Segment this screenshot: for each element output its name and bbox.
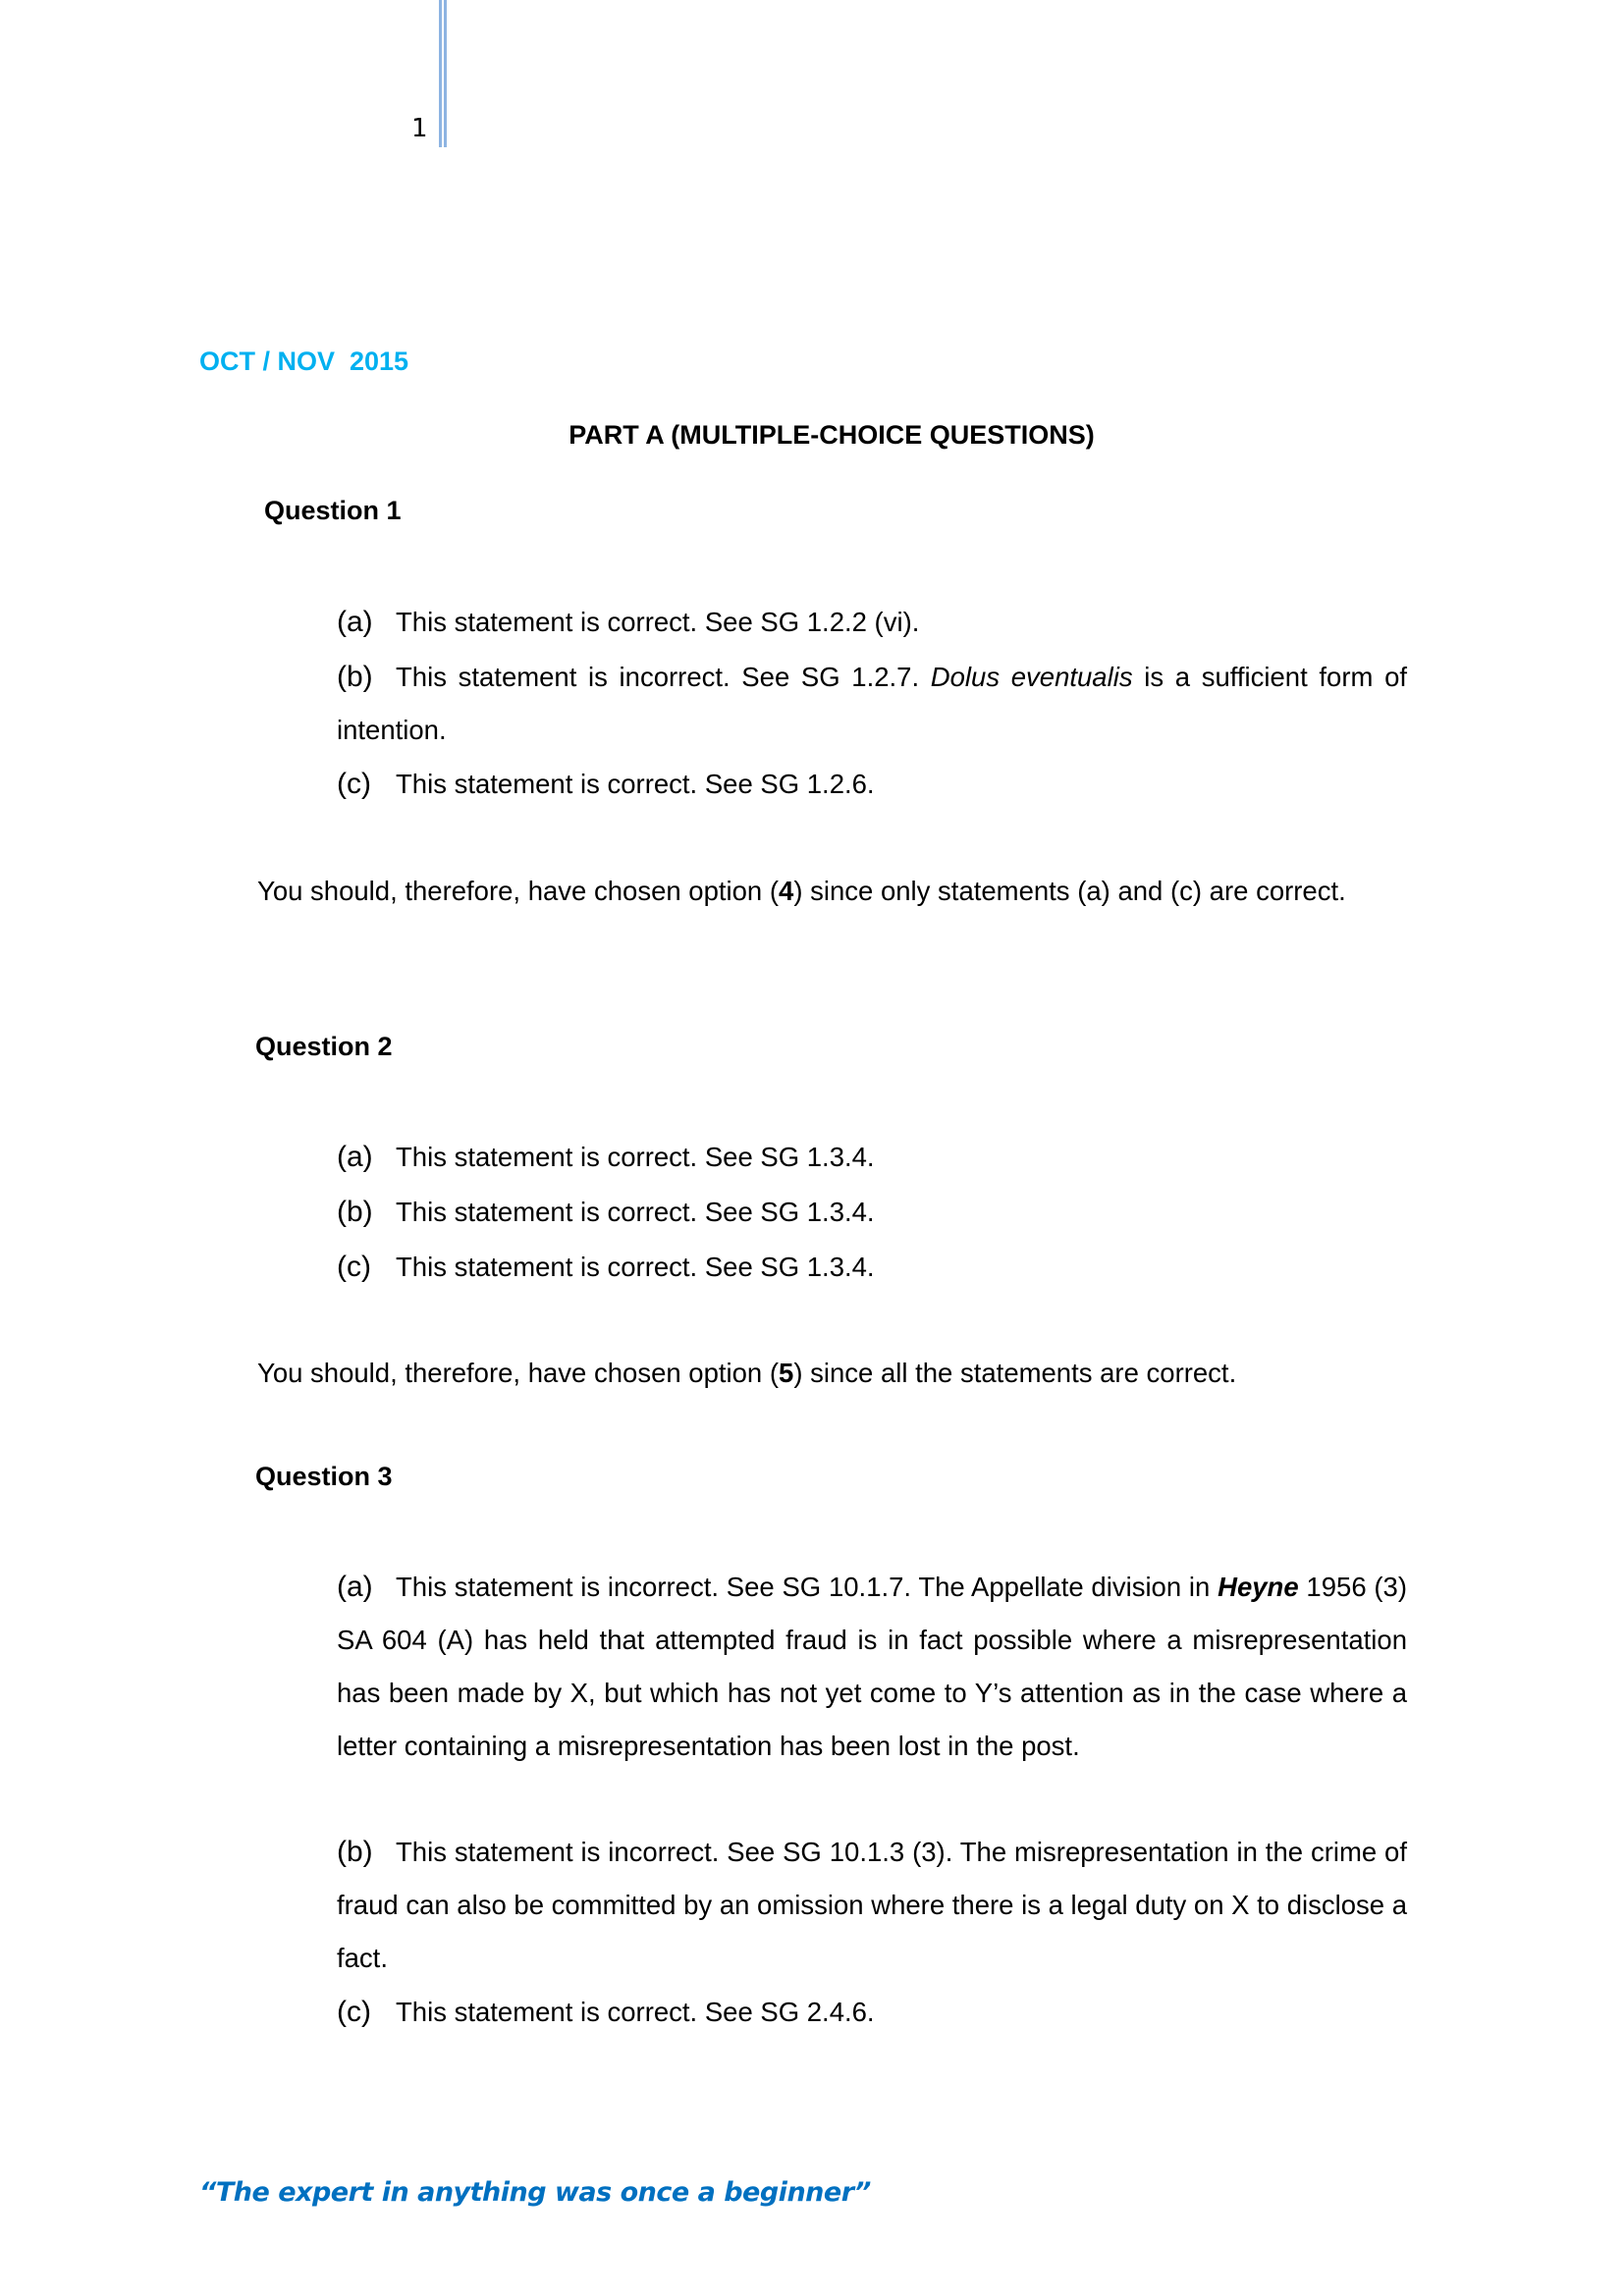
q1-item-a (337, 596, 1407, 649)
item-marker: (b) (337, 1836, 373, 1868)
item-text: This statement is correct. See SG 1.2.2 (vi). (396, 607, 920, 637)
item-text: This statement is incorrect. See SG 10.1.7. The Appellate division in (396, 1572, 1218, 1602)
item-marker: (a) (337, 606, 373, 638)
q2-conclusion (257, 1347, 1407, 1400)
q1-item-b (337, 651, 1407, 757)
case-name: Heyne (1218, 1572, 1299, 1602)
header-rule-left (439, 0, 442, 147)
question-1-title: Question 1 (264, 496, 402, 525)
item-text: This statement is incorrect. See SG 10.1.3 (3). The misrepresentation in the crime of fraud can also be committed by an omission where there is a legal duty on X to disclose a fact. (337, 1837, 1407, 1973)
q2-item-a (337, 1131, 1407, 1184)
q2-item-c (337, 1241, 1407, 1294)
part-heading: PART A (MULTIPLE-CHOICE QUESTIONS) (568, 420, 1095, 450)
conclusion-text: You should, therefore, have chosen option ( (257, 876, 780, 906)
item-text: This statement is correct. See SG 2.4.6. (396, 1997, 875, 2027)
question-3-title: Question 3 (255, 1462, 393, 1491)
item-text: This statement is incorrect. See SG 1.2.7. (396, 662, 931, 692)
q1-conclusion (257, 865, 1407, 918)
item-marker: (c) (337, 1996, 371, 2028)
item-text: is a sufficient form of intention. (337, 662, 1408, 745)
item-text: This statement is correct. See SG 1.3.4. (396, 1252, 875, 1282)
q3-item-c (337, 1986, 1407, 2039)
page-number: 1 (411, 114, 428, 143)
item-text: This statement is correct. See SG 1.3.4. (396, 1142, 875, 1172)
q3-item-b (337, 1826, 1407, 1985)
item-marker: (b) (337, 1196, 373, 1228)
item-marker: (b) (337, 661, 373, 693)
header-rule-right (444, 0, 447, 147)
q1-item-c (337, 758, 1407, 811)
item-marker: (a) (337, 1141, 373, 1173)
latin-term: Dolus eventualis (930, 662, 1133, 692)
conclusion-text: You should, therefore, have chosen option ( (257, 1358, 780, 1388)
conclusion-text: ) since all the statements are correct. (793, 1358, 1237, 1388)
item-marker: (a) (337, 1571, 373, 1603)
item-marker: (c) (337, 1251, 371, 1283)
item-marker: (c) (337, 768, 371, 800)
footer-quote: “The expert in anything was once a beginner” (199, 2177, 871, 2208)
item-text: This statement is correct. See SG 1.3.4. (396, 1197, 875, 1227)
item-text: This statement is correct. See SG 1.2.6. (396, 769, 875, 799)
q3-item-a (337, 1561, 1407, 1773)
item-text: 1956 (3) SA 604 (A) has held that attempted fraud is in fact possible where a misrepresentation has been made by X, but which has not yet come to Y’s attention as in the case where a letter containing a misrepresentation has been lost in the post. (337, 1572, 1407, 1761)
q2-item-b (337, 1186, 1407, 1239)
question-2-title: Question 2 (255, 1032, 393, 1061)
answer-option: 4 (779, 876, 794, 906)
conclusion-text: ) since only statements (a) and (c) are correct. (793, 876, 1346, 906)
exam-date-heading: OCT / NOV 2015 (199, 347, 409, 376)
answer-option: 5 (779, 1358, 794, 1388)
